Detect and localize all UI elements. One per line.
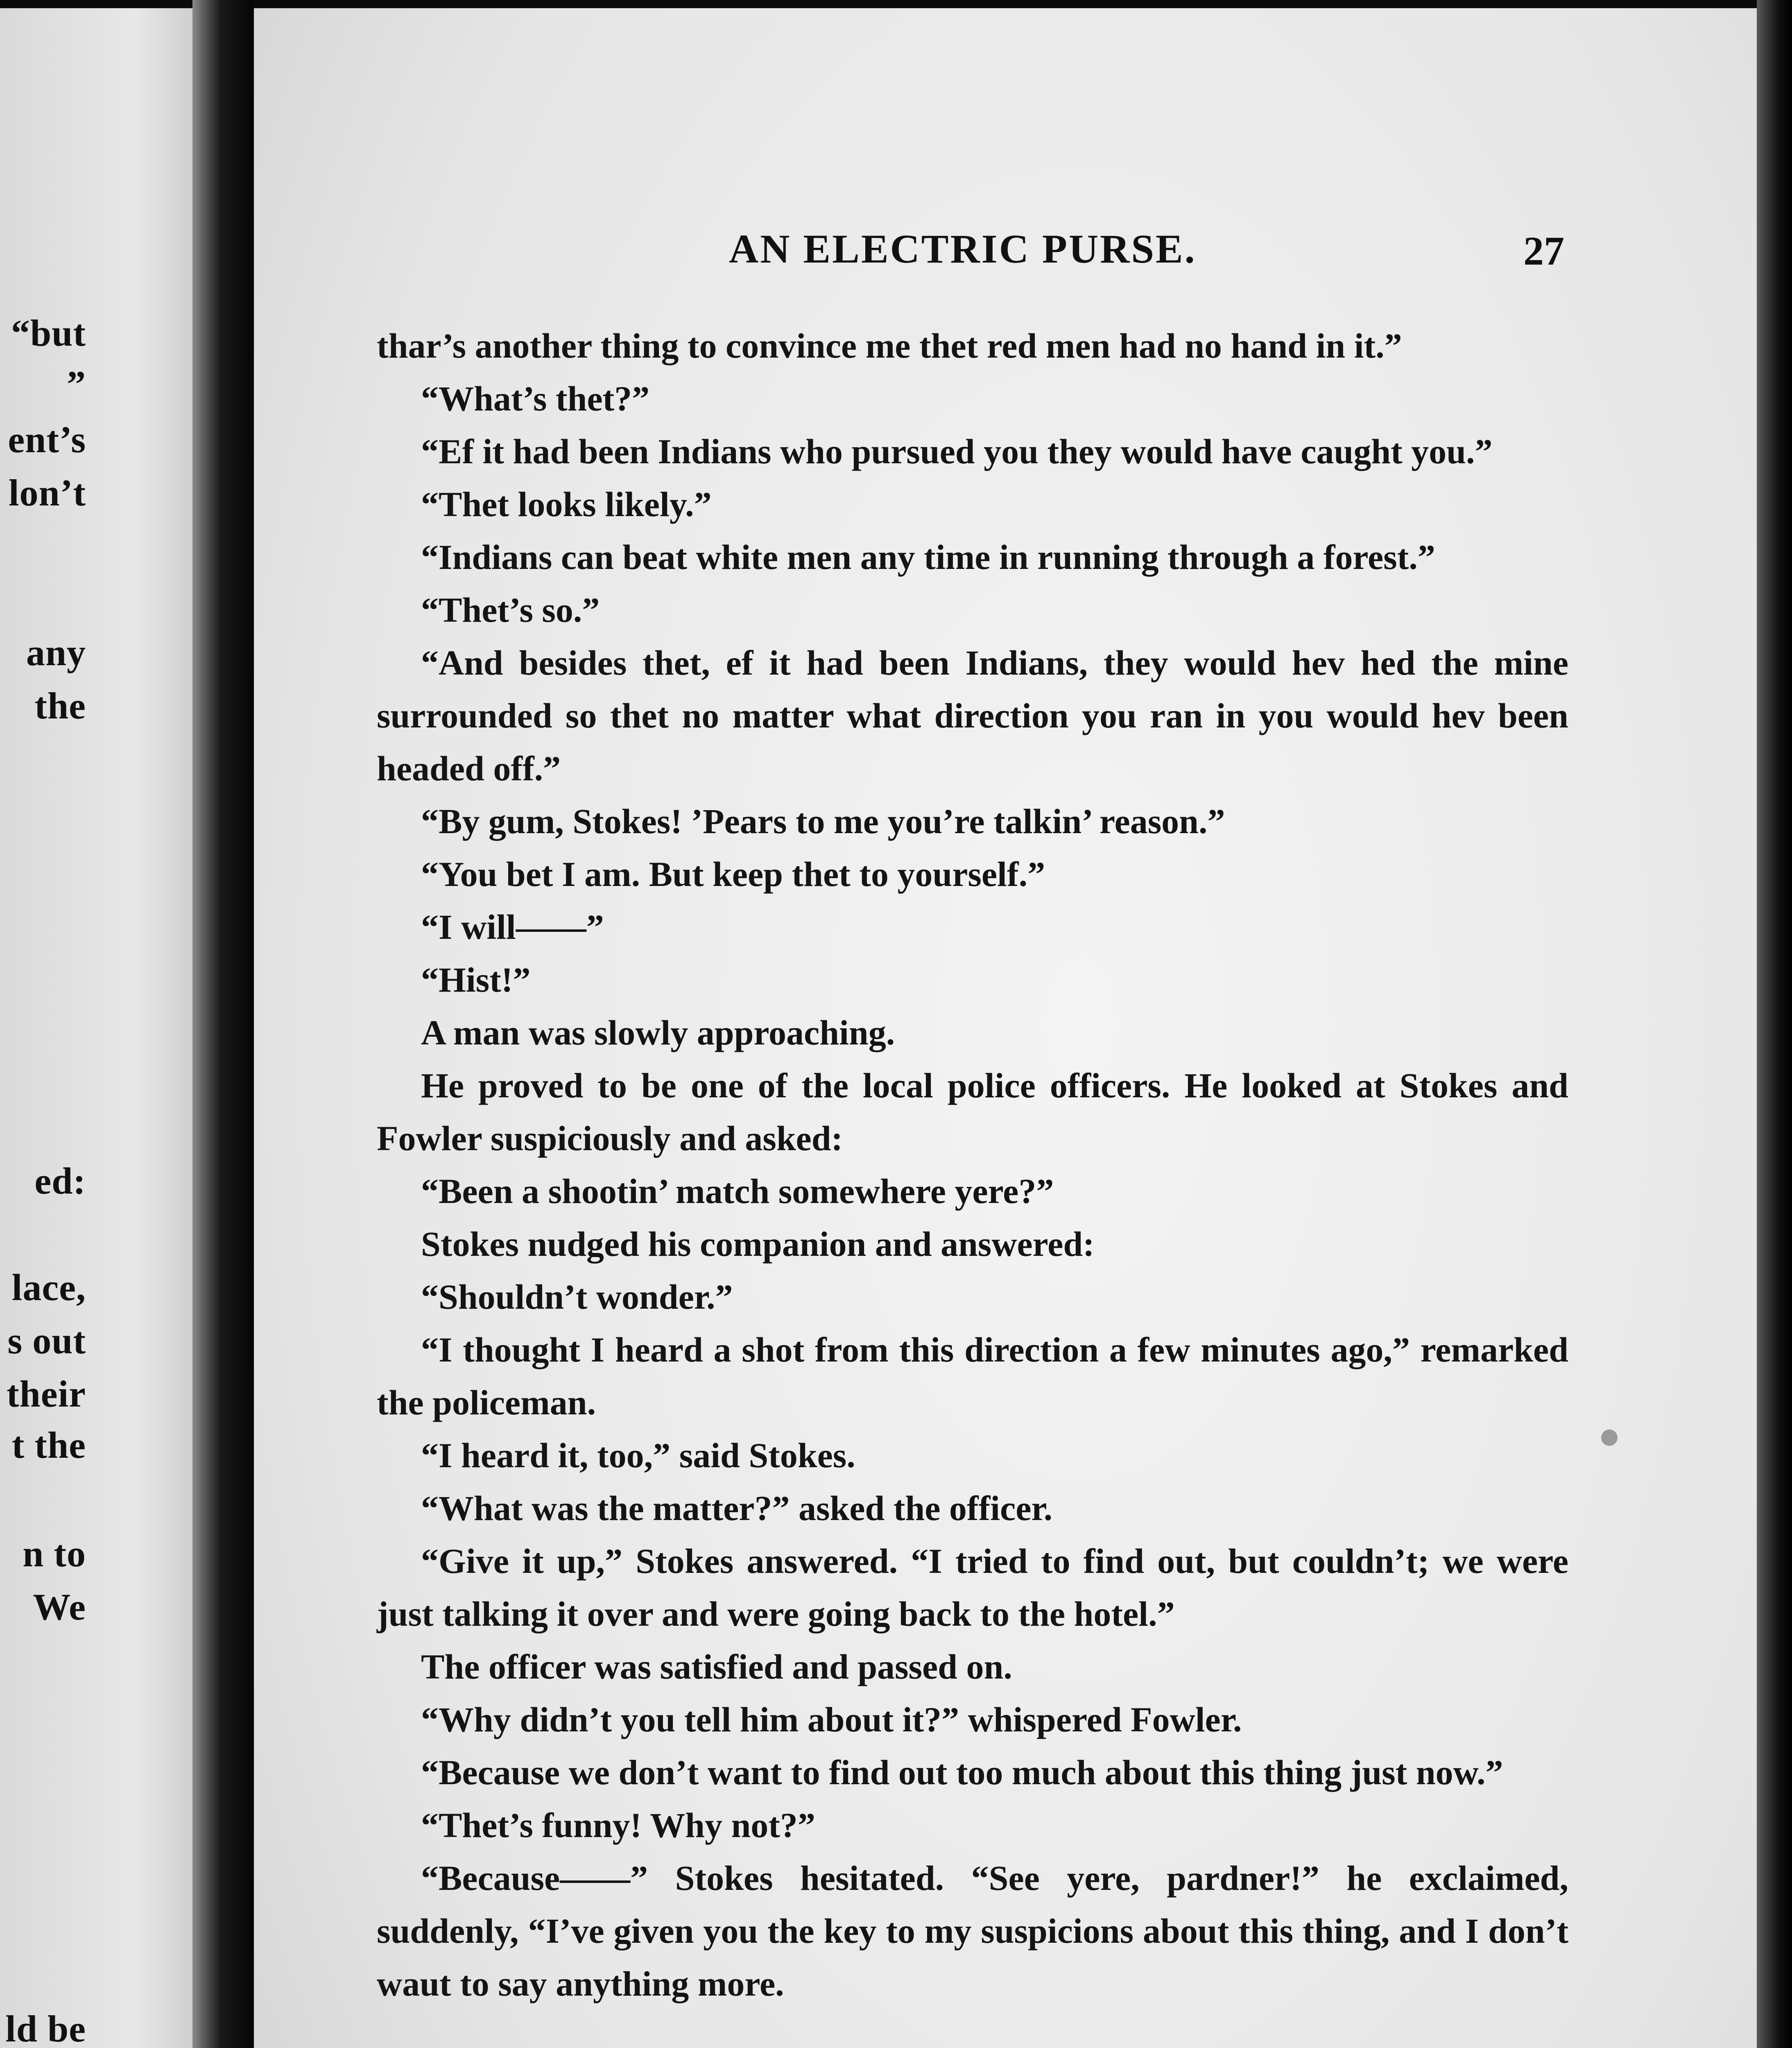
paragraph: “By gum, Stokes! ’Pears to me you’re talkin’ reason.” xyxy=(421,802,1225,841)
paragraph: “Thet looks likely.” xyxy=(421,485,712,524)
paragraph: He proved to be one of the local police officers. He looked at Stokes and Fowler suspiciously and asked: xyxy=(377,1066,1568,1158)
paragraph: “I heard it, too,” said Stokes. xyxy=(421,1436,855,1475)
paragraph: “Shouldn’t wonder.” xyxy=(421,1277,733,1316)
paragraph: “I thought I heard a shot from this direction a few minutes ago,” remarked the policeman. xyxy=(377,1330,1568,1422)
paragraph: The officer was satisfied and passed on. xyxy=(421,1647,1012,1686)
left-fragment: any xyxy=(26,632,86,673)
left-fragment: t the xyxy=(11,1424,86,1466)
left-fragment: “but xyxy=(11,312,86,354)
paragraph: “What was the matter?” asked the officer. xyxy=(421,1488,1053,1528)
paragraph: “Because——” Stokes hesitated. “See yere, pardner!” he exclaimed, suddenly, “I’ve given you the key to my suspicions about this thing, and I don’t waut to say anything more. xyxy=(377,1858,1568,2003)
left-fragment: their xyxy=(6,1373,86,1415)
scan-edge-right xyxy=(1757,0,1792,2048)
book-gutter xyxy=(192,0,254,2048)
paragraph: “You bet I am. But keep thet to yourself.” xyxy=(421,854,1045,894)
book-page xyxy=(254,8,1757,2048)
left-fragment: ed: xyxy=(34,1160,86,1202)
paper-speck xyxy=(1601,1430,1618,1446)
left-fragment: ” xyxy=(67,363,86,405)
page-body xyxy=(377,319,1568,2010)
left-fragment: the xyxy=(34,685,86,727)
paragraph: “Thet’s so.” xyxy=(421,590,600,630)
paragraph: “Been a shootin’ match somewhere yere?” xyxy=(421,1171,1054,1211)
left-fragment: lace, xyxy=(11,1266,86,1308)
paragraph: “Hist!” xyxy=(421,960,531,999)
paragraph: A man was slowly approaching. xyxy=(421,1013,895,1052)
facing-page-left xyxy=(0,8,192,2048)
paragraph: “Thet’s funny! Why not?” xyxy=(421,1806,815,1845)
paragraph: “Indians can beat white men any time in running through a forest.” xyxy=(421,537,1435,577)
paragraph: “Give it up,” Stokes answered. “I tried to find out, but couldn’t; we were just talking it over and were going back to the hotel.” xyxy=(377,1541,1568,1633)
paragraph: “Because we don’t want to find out too much about this thing just now.” xyxy=(421,1753,1503,1792)
page-number: 27 xyxy=(1523,228,1564,274)
left-fragment: ent’s xyxy=(8,419,86,460)
paragraph: Stokes nudged his companion and answered: xyxy=(421,1224,1095,1264)
running-head: AN ELECTRIC PURSE. xyxy=(729,226,1197,272)
left-fragment: s out xyxy=(7,1320,86,1362)
left-fragment: lon’t xyxy=(9,472,86,514)
left-fragment: ld be xyxy=(5,2008,86,2048)
paragraph: “And besides thet, ef it had been Indians, they would hev hed the mine surrounded so thet no matter what direction you ran in you would hev been headed off.” xyxy=(377,643,1568,788)
paragraph: “Ef it had been Indians who pursued you they would have caught you.” xyxy=(421,432,1493,471)
paragraph: “Why didn’t you tell him about it?” whispered Fowler. xyxy=(421,1700,1242,1739)
paragraph: “I will——” xyxy=(421,907,604,947)
left-fragment: We xyxy=(33,1586,86,1628)
paragraph: thar’s another thing to convince me thet red men had no hand in it.” xyxy=(377,326,1402,365)
left-fragment: n to xyxy=(23,1533,86,1575)
paragraph: “What’s thet?” xyxy=(421,379,650,418)
